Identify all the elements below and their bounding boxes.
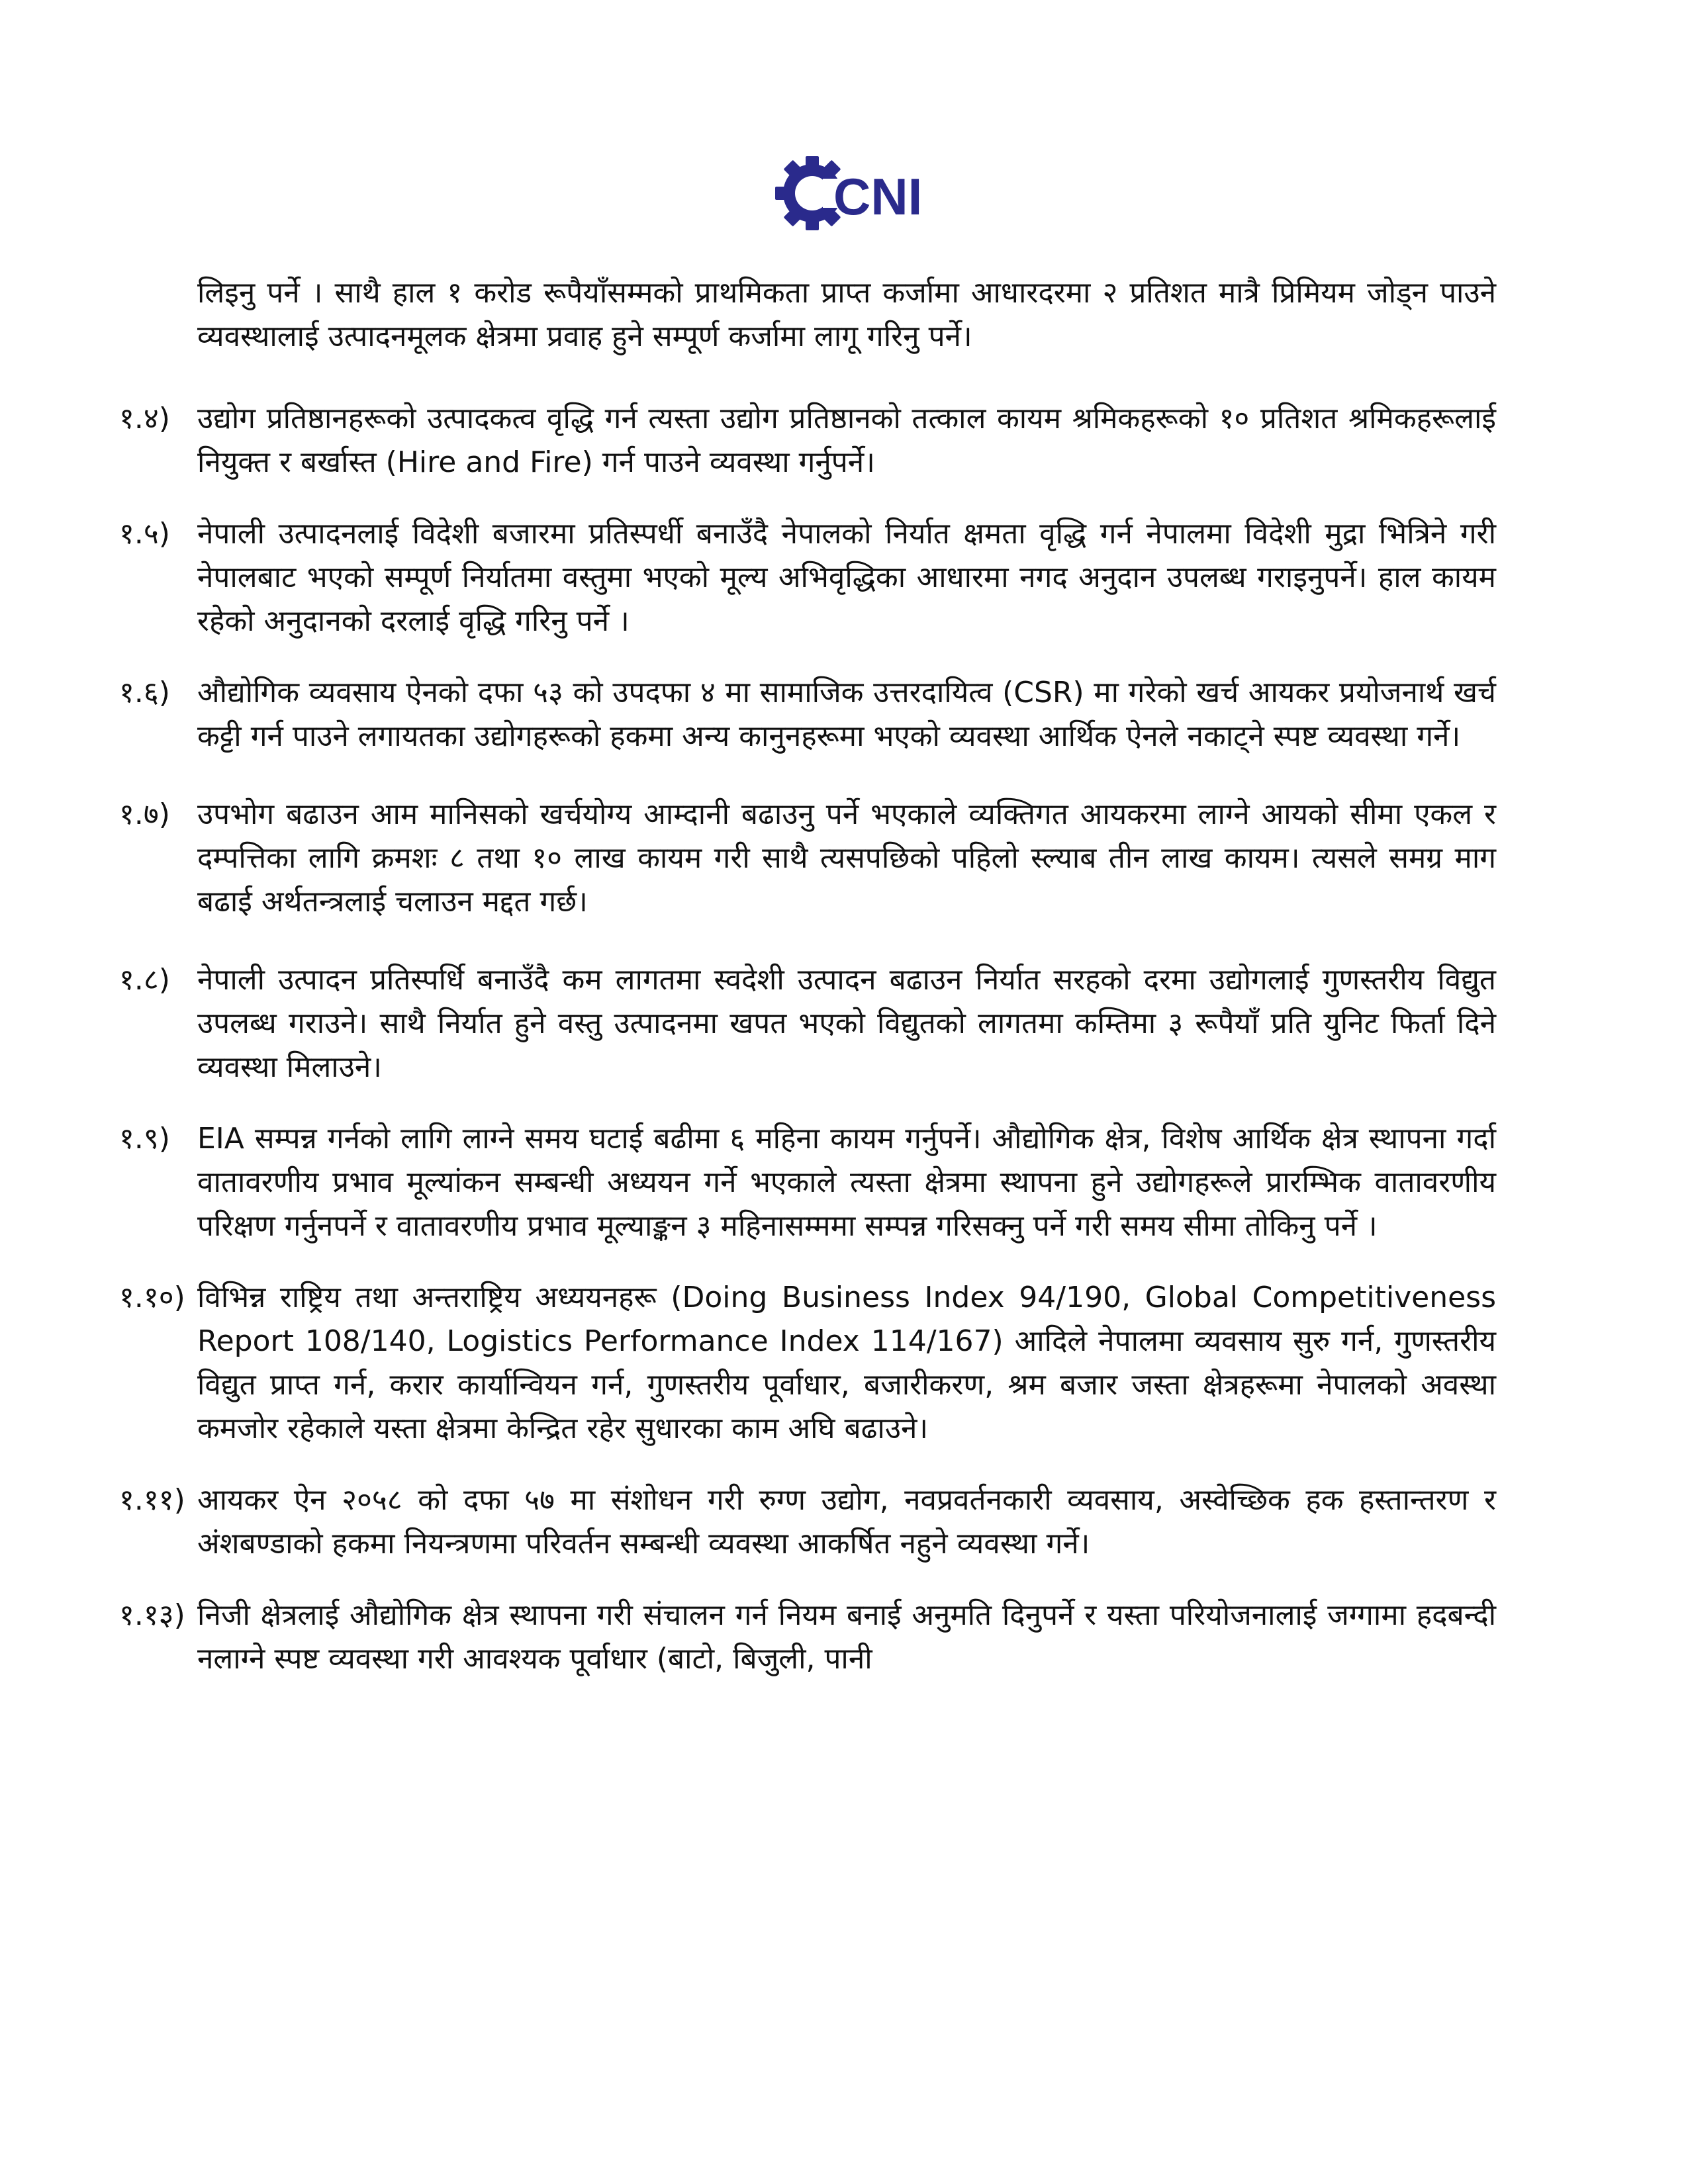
gear-icon <box>771 154 923 233</box>
continuation-paragraph: लिइनु पर्ने । साथै हाल १ करोड रूपैयाँसम्मको प्राथमिकता प्राप्त कर्जामा आधारदरमा २ प्रतिशत मात्रै प्रिमियम जोड्न पाउने व्यवस्थालाई उत्पादनमूलक क्षेत्रमा प्रवाह हुने सम्पूर्ण कर्जामा लागू गरिनु पर्ने। <box>197 276 1496 353</box>
item-text: उपभोग बढाउन आम मानिसको खर्चयोग्य आम्दानी बढाउनु पर्ने भएकाले व्यक्तिगत आयकरमा लाग्ने आयको सीमा एकल र दम्पत्तिका लागि क्रमशः ८ तथा १० लाख कायम गरी साथै त्यसपछिको पहिलो स्ल्याब तीन लाख कायम। त्यसले समग्र माग बढाई अर्थतन्त्रलाई चलाउन मद्दत गर्छ। <box>197 797 1496 919</box>
item-text: आयकर ऐन २०५८ को दफा ५७ मा संशोधन गरी रुग्ण उद्योग, नवप्रवर्तनकारी व्यवसाय, अस्वेच्छिक हक हस्तान्तरण र अंशबण्डाको हकमा नियन्त्रणमा परिवर्तन सम्बन्धी व्यवस्था आकर्षित नहुने व्यवस्था गर्ने। <box>197 1483 1496 1561</box>
list-item <box>119 512 1496 643</box>
item-text: निजी क्षेत्रलाई औद्योगिक क्षेत्र स्थापना गरी संचालन गर्न नियम बनाई अनुमति दिनुपर्ने र यस्ता परियोजनालाई जग्गामा हदबन्दी नलाग्ने स्पष्ट व्यवस्था गरी आवश्यक पूर्वाधार (बाटो, बिजुली, पानी <box>197 1598 1496 1676</box>
item-text: औद्योगिक व्यवसाय ऐनको दफा ५३ को उपदफा ४ मा सामाजिक उत्तरदायित्व (CSR) मा गरेको खर्च आयकर प्रयोजनार्थ खर्च कट्टी गर्न पाउने लगायतका उद्योगहरूको हकमा अन्य कानुनहरूमा भएको व्यवस्था आर्थिक ऐनले नकाट्ने स्पष्ट व्यवस्था गर्ने। <box>197 676 1496 753</box>
item-number: १.१०) <box>119 1281 185 1314</box>
item-number: १.११) <box>119 1483 185 1517</box>
list-item <box>119 1594 1496 1681</box>
item-number: १.९) <box>119 1122 170 1156</box>
list-item <box>119 671 1496 758</box>
item-text: नेपाली उत्पादन प्रतिस्पर्धि बनाउँदै कम लागतमा स्वदेशी उत्पादन बढाउन निर्यात सरहको दरमा उद्योगलाई गुणस्तरीय विद्युत उपलब्ध गराउने। साथै निर्यात हुने वस्तु उत्पादनमा खपत भएको विद्युतको लागतमा कम्तिमा ३ रूपैयाँ प्रति युनिट फिर्ता दिने व्यवस्था मिलाउने। <box>197 963 1496 1084</box>
item-number: १.४) <box>119 402 170 435</box>
logo-lettering: CNI <box>833 167 923 226</box>
item-text: विभिन्न राष्ट्रिय तथा अन्तराष्ट्रिय अध्ययनहरू (Doing Business Index 94/190, Global Competitiveness Report 108/140, Logistics Performance Index 114/167) आदिले नेपालमा व्यवसाय सुरु गर्न, गुणस्तरीय विद्युत प्राप्त गर्न, करार कार्यान्वियन गर्न, गुणस्तरीय पूर्वाधार, बजारीकरण, श्रम बजार जस्ता क्षेत्रहरूमा नेपालको अवस्था कमजोर रहेकाले यस्ता क्षेत्रमा केन्द्रित रहेर सुधारका काम अघि बढाउने। <box>197 1281 1496 1445</box>
item-number: १.१३) <box>119 1598 185 1632</box>
list-item <box>119 793 1496 924</box>
item-number: १.५) <box>119 517 170 551</box>
list-item <box>119 958 1496 1089</box>
list-item <box>119 397 1496 484</box>
item-number: १.८) <box>119 963 170 997</box>
document-body <box>119 271 1496 1681</box>
item-number: १.७) <box>119 797 170 831</box>
item-text: उद्योग प्रतिष्ठानहरूको उत्पादकत्व वृद्धि गर्न त्यस्ता उद्योग प्रतिष्ठानको तत्काल कायम श्रमिकहरूको १० प्रतिशत श्रमिकहरूलाई नियुक्त र बर्खास्त (Hire and Fire) गर्न पाउने व्यवस्था गर्नुपर्ने। <box>197 402 1496 479</box>
list-item <box>119 1479 1496 1566</box>
cni-logo <box>771 154 923 233</box>
list-item <box>119 1276 1496 1451</box>
item-text: EIA सम्पन्न गर्नको लागि लाग्ने समय घटाई बढीमा ६ महिना कायम गर्नुपर्ने। औद्योगिक क्षेत्र, विशेष आर्थिक क्षेत्र स्थापना गर्दा वातावरणीय प्रभाव मूल्यांकन सम्बन्धी अध्ययन गर्ने भएकाले त्यस्ता क्षेत्रमा स्थापना हुने उद्योगहरूले प्रारम्भिक वातावरणीय परिक्षण गर्नुनपर्ने र वातावरणीय प्रभाव मूल्याङ्कन ३ महिनासम्ममा सम्पन्न गरिसक्नु पर्ने गरी समय सीमा तोकिनु पर्ने । <box>197 1122 1496 1243</box>
item-number: १.६) <box>119 676 170 709</box>
list-item <box>119 1117 1496 1248</box>
item-text: नेपाली उत्पादनलाई विदेशी बजारमा प्रतिस्पर्धी बनाउँदै नेपालको निर्यात क्षमता वृद्धि गर्न नेपालमा विदेशी मुद्रा भित्रिने गरी नेपालबाट भएको सम्पूर्ण निर्यातमा वस्तुमा भएको मूल्य अभिवृद्धिका आधारमा नगद अनुदान उपलब्ध गराइनुपर्ने। हाल कायम रहेको अनुदानको दरलाई वृद्धि गरिनु पर्ने । <box>197 517 1496 638</box>
